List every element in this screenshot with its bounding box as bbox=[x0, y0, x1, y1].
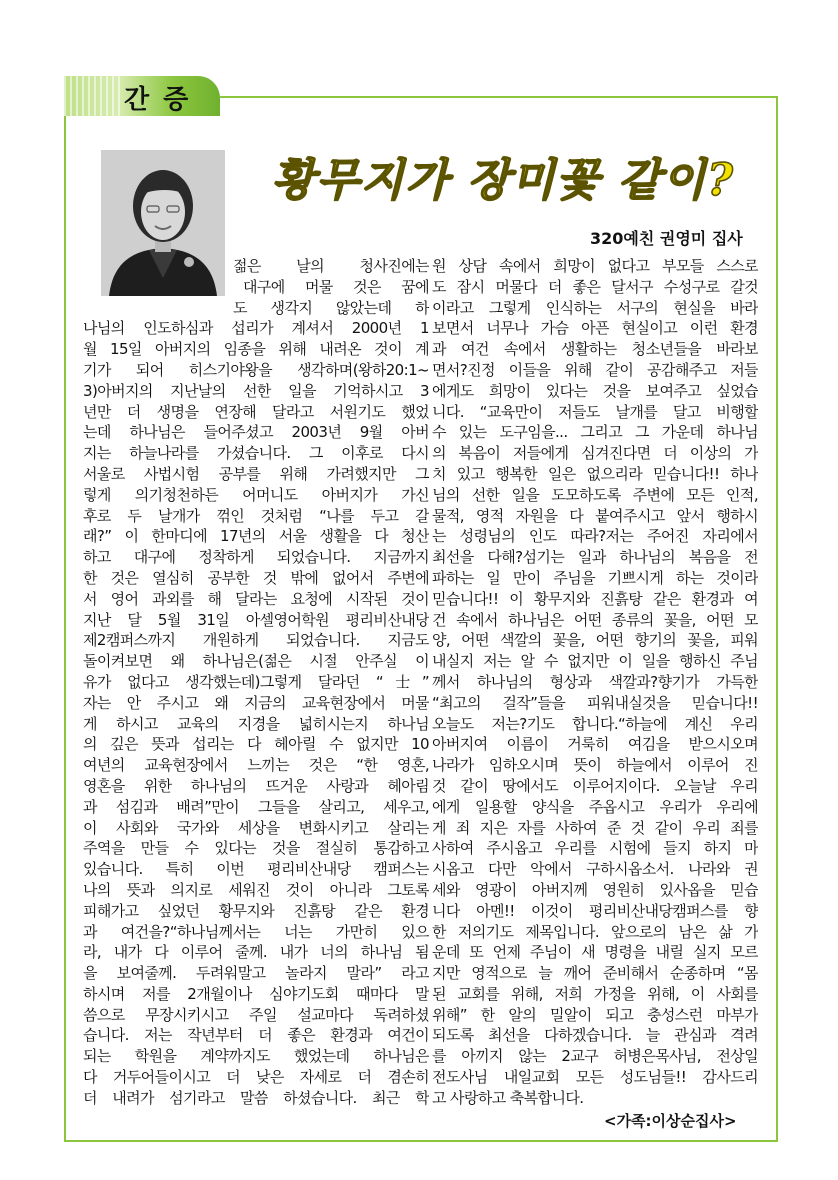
text-line: 최선을 다해?섬기는 일과 하나님의 복음을 전 bbox=[432, 548, 758, 567]
text-line: 나님의 인도하심과 섭리가 계셔서 2000년 1 bbox=[83, 319, 429, 338]
text-line: 래?” 이 한마디에 17년의 서울 생활을 다 청산 bbox=[83, 527, 429, 546]
text-line: 세와 영광이 아버지께 영원히 있사옵을 믿습 bbox=[432, 880, 758, 899]
text-line: 믿습니다!! 이 황무지와 진흙탕 같은 환경과 여 bbox=[432, 589, 758, 608]
section-label: 간증 bbox=[124, 85, 203, 115]
text-line: 사하여 주시옵고 우리를 시험에 들지 하지 마 bbox=[432, 839, 758, 858]
text-line: 서울로 사법시험 공부를 위해 가려했지만 그 bbox=[83, 464, 429, 483]
text-line: 되는 학원을 계약까지도 했었는데 하나님은 bbox=[83, 1047, 429, 1066]
text-line: 파하는 일 만이 주님을 기쁘시게 하는 것이라 bbox=[432, 568, 758, 587]
text-line: 있습니다. 특히 이번 평리비산내당 캠퍼스는 bbox=[83, 860, 429, 879]
family-note: <가족:이상순집사> bbox=[604, 1112, 737, 1130]
text-line: 나라가 임하오시며 뜻이 하늘에서 이루어 진 bbox=[432, 756, 758, 775]
text-line: 건 속에서 하나님은 어떤 종류의 꽃을, 어떤 모 bbox=[432, 610, 758, 629]
text-line: 물적, 영적 자원을 다 붙여주시고 앞서 행하시 bbox=[432, 506, 758, 525]
text-line: 습니다. 저는 작년부터 더 좋은 환경과 여건이 bbox=[83, 1026, 429, 1045]
text-line: 씀으로 무장시키시고 주일 설교마다 독려하셨 bbox=[83, 1005, 429, 1024]
text-line: 의 복음이 저들에게 심겨진다면 더 이상의 가 bbox=[432, 444, 758, 463]
text-line: 를 아끼지 않는 2교구 허병은목사님, 전상일 bbox=[432, 1047, 758, 1066]
text-line: 치 있고 행복한 일은 없으리라 믿습니다!! 하나 bbox=[432, 464, 758, 483]
text-line: 3)아버지의 지난날의 선한 일을 기억하시고 3 bbox=[83, 381, 429, 400]
text-line: 지는 하늘나라를 가셨습니다. 그 이후로 다시 bbox=[83, 444, 429, 463]
text-line: 이라고 그렇게 인식하는 서구의 현실을 바라 bbox=[432, 298, 758, 317]
frame-top-border bbox=[220, 96, 778, 98]
text-line: 을 보여줄께. 두려워말고 놀라지 말라” 라고 bbox=[83, 964, 429, 983]
text-line: 운데 또 언제 주님이 새 명령을 내릴 실지 모르 bbox=[432, 943, 758, 962]
text-line: 이 사회와 국가와 세상을 변화시키고 살리는 bbox=[83, 818, 429, 837]
text-line: 대구에 머물 것은 꿈에 bbox=[243, 277, 429, 296]
article-title: 황무지가 장미꽃 같이? bbox=[272, 155, 735, 206]
text-line: 유가 없다고 생각했는데)그렇게 달라던 “士” bbox=[83, 672, 429, 691]
text-line: 는 성령님의 인도 따라?저는 주어진 자리에서 bbox=[432, 527, 758, 546]
text-line: 피해가고 싶었던 황무지와 진흙탕 같은 환경 bbox=[83, 901, 429, 920]
text-line: 제2캠퍼스까지 개원하게 되었습니다. 지금도 bbox=[83, 631, 429, 650]
frame-left-border bbox=[64, 116, 66, 1142]
text-line: 하시며 저를 2개월이나 심야기도회 때마다 말 bbox=[83, 984, 429, 1003]
text-line: 기가 되어 히스기야왕을 생각하며(왕하20:1~ bbox=[83, 360, 429, 379]
text-line: 시옵고 다만 악에서 구하시옵소서. 나라와 권 bbox=[432, 860, 758, 879]
text-line: 자는 안 주시고 왜 지금의 교육현장에서 머물 bbox=[83, 693, 429, 712]
text-line: 께서 하나님의 형상과 색깔과?향기가 가득한 bbox=[432, 672, 758, 691]
text-line: 니다. “교육만이 저들도 날개를 달고 비행할 bbox=[432, 402, 758, 421]
text-line: 위해” 한 알의 밀알이 되고 충성스런 마부가 bbox=[432, 1005, 758, 1024]
text-line: 지난 달 5월 31일 아셀영어학원 평리비산내당 bbox=[83, 610, 429, 629]
article-author: 320예친 권영미 집사 bbox=[590, 229, 743, 248]
text-line: 원 상담 속에서 희망이 없다고 부모들 스스로 bbox=[432, 257, 758, 275]
text-line: 전도사님 내일교회 모든 성도님들!! 감사드리 bbox=[432, 1068, 758, 1087]
text-line: 과 여건 속에서 생활하는 청소년들을 바라보 bbox=[432, 340, 758, 359]
text-line: 아버지여 이름이 거룩히 여김을 받으시오며 bbox=[432, 735, 758, 754]
text-line: 과 여건을?“하나님께서는 너는 가만히 있으 bbox=[83, 922, 429, 941]
article-column-right bbox=[432, 256, 758, 1109]
text-line: 에게 일용할 양식을 주옵시고 우리가 우리에 bbox=[432, 797, 758, 816]
text-line: 젊은 날의 청사진에는 bbox=[233, 257, 429, 275]
text-line: 돌이켜보면 왜 하나님은(젊은 시절 안주실 이 bbox=[83, 652, 429, 671]
text-line: 월 15일 아버지의 임종을 위해 내려온 것이 계 bbox=[83, 340, 429, 359]
text-line: 더 내려가 섬기라고 말씀 하셨습니다. 최근 학 bbox=[83, 1088, 429, 1107]
text-line: 님의 선한 일을 도모하도록 주변에 모든 인적, bbox=[432, 485, 758, 504]
text-line: 도 잠시 머물다 더 좋은 달서구 수성구로 갈것 bbox=[432, 277, 758, 296]
text-line: 여년의 교육현장에서 느끼는 것은 “한 영혼, bbox=[83, 756, 429, 775]
text-line: 영혼을 위한 하나님의 뜨거운 사랑과 헤아림 bbox=[83, 776, 429, 795]
text-line: 는데 하나님은 들어주셨고 2003년 9월 아버 bbox=[83, 423, 429, 442]
frame-bottom-border bbox=[64, 1140, 778, 1142]
text-line: 니다 아멘!! 이것이 평리비산내당캠퍼스를 향 bbox=[432, 901, 758, 920]
text-line: 지만 영적으로 늘 깨어 준비해서 순종하며 “몸 bbox=[432, 964, 758, 983]
article-column-left bbox=[83, 256, 429, 1109]
text-line: 된 교회를 위해, 저희 가정을 위해, 이 사회를 bbox=[432, 984, 758, 1003]
text-line: 다 거두어들이시고 더 낮은 자세로 더 겸손히 bbox=[83, 1068, 429, 1087]
section-header bbox=[64, 76, 220, 116]
text-line: 보면서 너무나 가슴 아픈 현실이고 이런 환경 bbox=[432, 319, 758, 338]
text-line: 게 죄 지은 자를 사하여 준 것 같이 우리 죄를 bbox=[432, 818, 758, 837]
frame-right-border bbox=[776, 96, 778, 1142]
text-line: 주역을 만들 수 있다는 것을 절실히 통감하고 bbox=[83, 839, 429, 858]
text-line: 나의 뜻과 의지로 세워진 것이 아니라 그토록 bbox=[83, 880, 429, 899]
text-line: 년만 더 생명을 연장해 달라고 서원기도 했었 bbox=[83, 402, 429, 421]
text-line: 과 섬김과 배려”만이 그들을 살리고, 세우고, bbox=[83, 797, 429, 816]
text-line: 오늘도 저는?기도 합니다.“하늘에 계신 우리 bbox=[432, 714, 758, 733]
text-line: 한 저의기도 제목입니다. 앞으로의 남은 삶 가 bbox=[432, 922, 758, 941]
text-line: 서 영어 과외를 해 달라는 요청에 시작된 것이 bbox=[83, 589, 429, 608]
text-line: 수 있는 도구임을... 그리고 그 가운데 하나님 bbox=[432, 423, 758, 442]
text-line: 면서?진정 이들을 위해 같이 공감해주고 저들 bbox=[432, 360, 758, 379]
text-line: 에게도 희망이 있다는 것을 보여주고 싶었습 bbox=[432, 381, 758, 400]
text-line: 것 같이 땅에서도 이루어지이다. 오늘날 우리 bbox=[432, 776, 758, 795]
text-line: 하고 대구에 정착하게 되었습니다. 지금까지 bbox=[83, 548, 429, 567]
text-line: 고 사랑하고 축복합니다. bbox=[432, 1088, 584, 1107]
section-header-stripes bbox=[64, 76, 124, 116]
text-line: 한 것은 열심히 공부한 것 밖에 없어서 주변에 bbox=[83, 568, 429, 587]
text-line: 의 깊은 뜻과 섭리는 다 헤아릴 수 없지만 10 bbox=[83, 735, 429, 754]
text-line: 양, 어떤 색깔의 꽃을, 어떤 향기의 꽃을, 피워 bbox=[432, 631, 758, 650]
text-line: 후로 두 날개가 꺾인 것처럼 “나를 두고 갈 bbox=[83, 506, 429, 525]
text-line: 렇게 의기청천하든 어머니도 아버지가 가신 bbox=[83, 485, 429, 504]
text-line: 게 하시고 교육의 지경을 넓히시는지 하나님 bbox=[83, 714, 429, 733]
text-line: 도 생각지 않았는데 하 bbox=[233, 298, 429, 317]
text-line: 되도록 최선을 다하겠습니다. 늘 관심과 격려 bbox=[432, 1026, 758, 1045]
text-line: 라, 내가 다 이루어 줄께. 내가 너의 하나님 됨 bbox=[83, 943, 429, 962]
text-line: 내실지 저는 알 수 없지만 이 일을 행하신 주님 bbox=[432, 652, 758, 671]
text-line: “최고의 걸작”들을 피워내실것을 믿습니다!! bbox=[432, 693, 758, 712]
